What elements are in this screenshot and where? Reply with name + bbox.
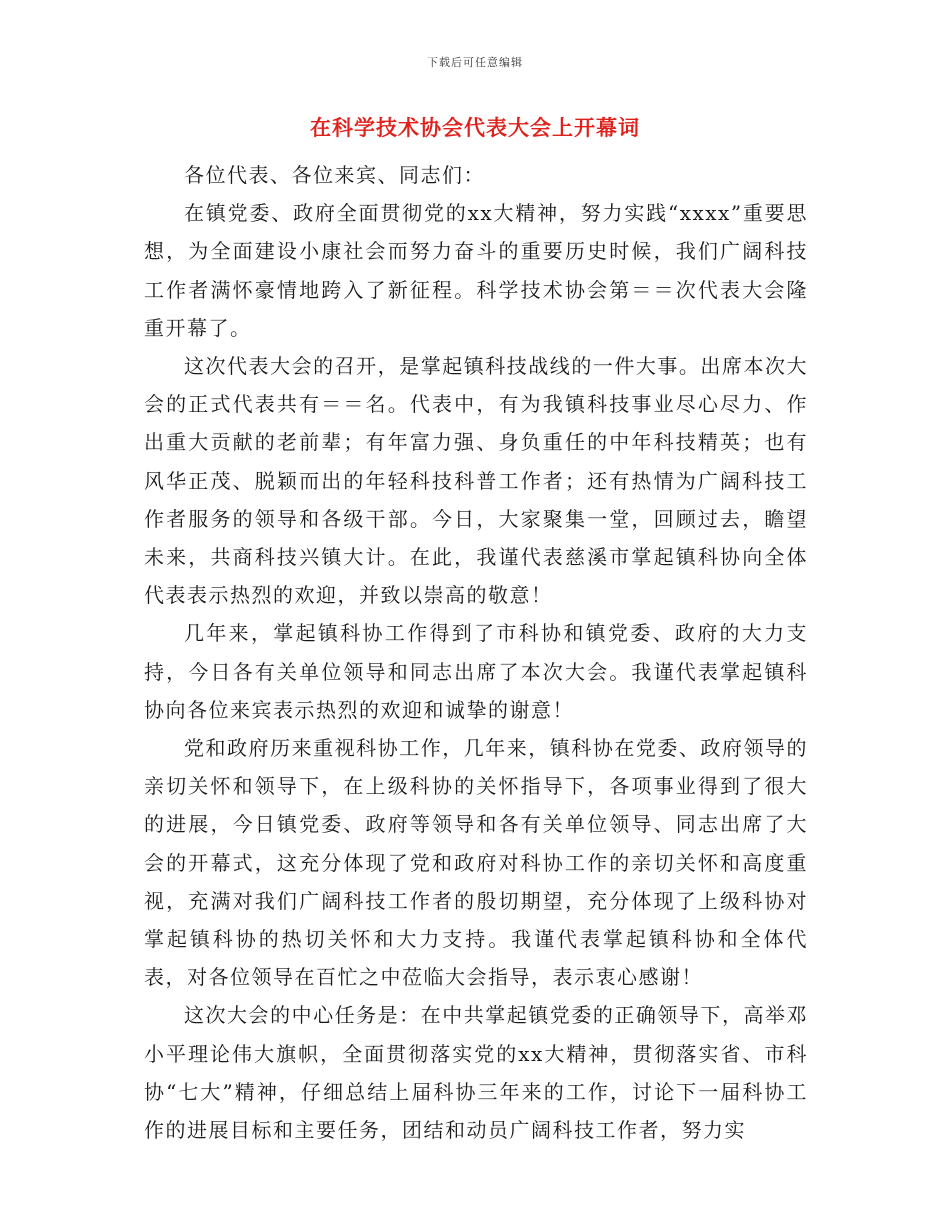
salutation: 各位代表、各位来宾、同志们： — [184, 163, 485, 187]
paragraph: 这次大会的中心任务是：在中共掌起镇党委的正确领导下，高举邓小平理论伟大旗帜，全面贯彻落实党的xx大精神，贯彻落实省、市科协“七大”精神，仔细总结上届科协三年来的工作，讨论下一届科协工作的进展目标和主要任务，团结和动员广阔科技工作者，努力实 — [144, 1003, 808, 1143]
paragraph: 几年来，掌起镇科协工作得到了市科协和镇党委、政府的大力支持，今日各有关单位领导和同志出席了本次大会。我谨代表掌起镇科协向各位来宾表示热烈的欢迎和诚挚的谢意！ — [144, 621, 808, 722]
paragraph: 这次代表大会的召开，是掌起镇科技战线的一件大事。出席本次大会的正式代表共有＝＝名。代表中，有为我镇科技事业尽心尽力、作出重大贡献的老前辈；有年富力强、身负重任的中年科技精英；也有风华正茂、脱颖而出的年轻科技科普工作者；还有热情为广阔科技工作者服务的领导和各级干部。今日，大家聚集一堂，回顾过去，瞻望未来，共商科技兴镇大计。在此，我谨代表慈溪市掌起镇科协向全体代表表示热烈的欢迎，并致以崇高的敬意！ — [144, 354, 808, 608]
header-note: 下载后可任意编辑 — [427, 56, 523, 69]
paragraph: 党和政府历来重视科协工作，几年来，镇科协在党委、政府领导的亲切关怀和领导下，在上级科协的关怀指导下，各项事业得到了很大的进展，今日镇党委、政府等领导和各有关单位领导、同志出席了大会的开幕式，这充分体现了党和政府对科协工作的亲切关怀和高度重视，充满对我们广阔科技工作者的殷切期望，充分体现了上级科协对掌起镇科协的热切关怀和大力支持。我谨代表掌起镇科协和全体代表，对各位领导在百忙之中莅临大会指导，表示衷心感谢！ — [144, 736, 808, 990]
document-title: 在科学技术协会代表大会上开幕词 — [310, 115, 640, 140]
document-body — [144, 156, 808, 1149]
paragraph: 在镇党委、政府全面贯彻党的xx大精神，努力实践“xxxx”重要思想，为全面建设小康社会而努力奋斗的重要历史时候，我们广阔科技工作者满怀豪情地跨入了新征程。科学技术协会第＝＝次代表大会隆重开幕了。 — [144, 201, 808, 340]
